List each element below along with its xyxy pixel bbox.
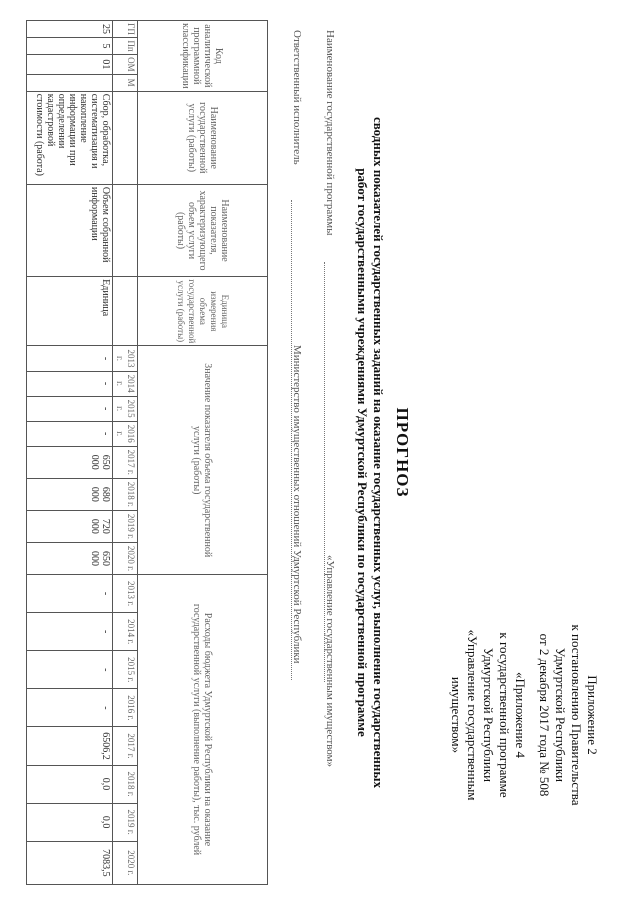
header-om: ОМ (113, 55, 138, 75)
volume-year-2013: 2013 г. (113, 346, 138, 371)
volume-year-2018: 2018 г. (113, 478, 138, 510)
indicator-name-cell: Объем собранной информации (27, 184, 113, 276)
table-subheader-row (113, 21, 138, 885)
appendix-2-line-2: к постановлению Правительства (569, 624, 584, 806)
executor-label: Ответственный исполнитель (291, 30, 303, 165)
cost-year-2015: 2015 г. (113, 651, 138, 689)
code-pp: 5 (27, 38, 113, 55)
header-blank (113, 277, 138, 346)
volume-2015: - (27, 396, 113, 421)
code-m (27, 74, 113, 91)
cost-year-2016: 2016 г. (113, 689, 138, 727)
header-code: Код аналитической программной классификации (138, 21, 268, 92)
header-service-name: Наименование государственной услуги (работы) (138, 91, 268, 184)
code-gp: 25 (27, 21, 113, 38)
cost-2019: 0,0 (27, 803, 113, 841)
cost-2014: - (27, 613, 113, 651)
program-value: «Управление государственным имуществом» (324, 555, 336, 768)
header-pp: Пп (113, 38, 138, 55)
volume-2013: - (27, 346, 113, 371)
cost-year-2018: 2018 г. (113, 765, 138, 803)
appendix-2-block (536, 555, 600, 875)
cost-year-2017: 2017 г. (113, 727, 138, 765)
volume-2017: 650 000 (27, 446, 113, 478)
appendix-4-line-3: Удмуртской Республики (481, 647, 496, 783)
document-title: ПРОГНОЗ (393, 407, 412, 498)
appendix-4-line-1: «Приложение 4 (513, 671, 528, 759)
volume-year-2014: 2014 г. (113, 371, 138, 396)
header-volume-group: Значение показателя объема государственной услуги (работы) (138, 346, 268, 575)
header-gp: ГП (113, 21, 138, 38)
cost-2018: 0,0 (27, 765, 113, 803)
cost-year-2014: 2014 г. (113, 613, 138, 651)
volume-2018: 680 000 (27, 478, 113, 510)
code-om: 01 (27, 55, 113, 75)
service-name-cell: Сбор, обработка, систематизация и накопление информации при определении кадастровой стоимости (работа) (27, 91, 113, 184)
volume-year-2020: 2020 г. (113, 542, 138, 574)
volume-year-2015: 2015 г. (113, 396, 138, 421)
appendix-4-block (448, 595, 528, 835)
cost-2017: 6506,2 (27, 727, 113, 765)
volume-year-2016: 2016 г. (113, 421, 138, 446)
volume-year-2019: 2019 г. (113, 510, 138, 542)
appendix-2-line-3: Удмуртской Республики (553, 647, 568, 783)
appendix-4-line-2: к государственной программе (497, 632, 512, 798)
cost-2013: - (27, 575, 113, 613)
volume-year-2017: 2017 г. (113, 446, 138, 478)
volume-2016: - (27, 421, 113, 446)
appendix-2-line-1: Приложение 2 (585, 675, 600, 755)
program-label: Наименование государственной программы (324, 30, 336, 236)
appendix-4-line-4: «Управление государственным (465, 629, 480, 801)
volume-2014: - (27, 371, 113, 396)
table-header-row (138, 21, 268, 885)
cost-year-2020: 2020 г. (113, 841, 138, 884)
appendix-2-line-4: от 2 декабря 2017 года № 508 (537, 633, 552, 797)
subtitle-line-2: работ государственными учреждениями Удмуртской Республики по государственной программе (355, 168, 370, 737)
header-m: М (113, 74, 138, 91)
document-subtitle (354, 0, 386, 905)
header-unit: Единица измерения объема государственной услуги (работы) (138, 277, 268, 346)
cost-2020: 7083,5 (27, 841, 113, 884)
unit-cell: Единица (27, 277, 113, 346)
volume-2019: 720 000 (27, 510, 113, 542)
table-row (27, 21, 113, 885)
cost-2015: - (27, 651, 113, 689)
header-indicator-name: Наименование показателя, характеризующего объем услуги (работы) (138, 184, 268, 276)
appendix-4-line-5: имуществом» (449, 676, 464, 754)
cost-2016: - (27, 689, 113, 727)
volume-2020: 650 000 (27, 542, 113, 574)
header-cost-group: Расходы бюджета Удмуртской Республики на оказание государственной услуги (выполнение работы), тыс. рублей (138, 575, 268, 885)
executor-value: Министерство имущественных отношений Удмуртской Республики (291, 345, 303, 664)
forecast-table (26, 20, 268, 885)
header-blank (113, 91, 138, 184)
cost-year-2019: 2019 г. (113, 803, 138, 841)
cost-year-2013: 2013 г. (113, 575, 138, 613)
header-blank (113, 184, 138, 276)
subtitle-line-1: сводных показателей государственных заданий на оказание государственных услуг, выполнение государственных (371, 116, 386, 789)
